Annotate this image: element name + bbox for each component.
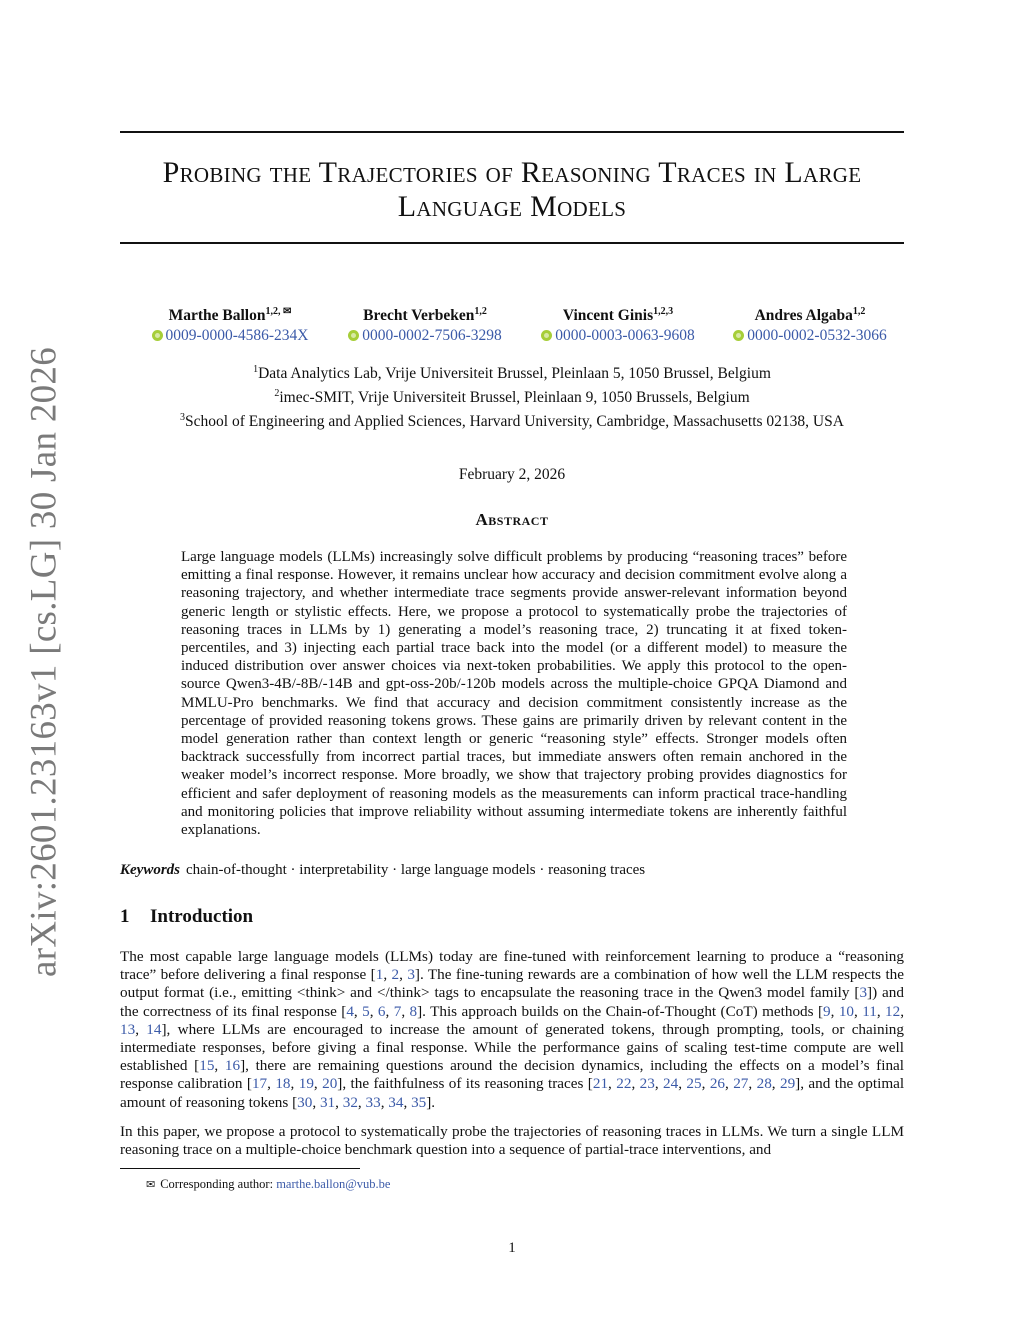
citation-link[interactable]: 8	[409, 1002, 418, 1020]
citation-link[interactable]: 3	[859, 984, 868, 1002]
footnote-label: Corresponding author:	[160, 1177, 274, 1191]
page-number: 1	[508, 1240, 516, 1256]
author-affil-sup: 1,2	[852, 306, 866, 317]
orcid-link[interactable]	[120, 326, 340, 346]
author-affil-sup: 1,2	[474, 306, 487, 317]
citation-link[interactable]: 13	[120, 1020, 136, 1038]
author-name: Brecht Verbeken	[363, 307, 475, 325]
citation-link[interactable]: 25	[686, 1075, 702, 1093]
footnote-rule	[120, 1168, 360, 1169]
affiliation-line: $^2$imec-SMIT, Vrije Universiteit Brussel, Pleinlaan 9, 1050 Brussels, Belgium	[274, 388, 750, 407]
orcid-icon	[733, 330, 744, 341]
section-title: Introduction	[150, 906, 254, 927]
citation-link[interactable]: 21	[592, 1075, 609, 1093]
affiliation-line: $^1$Data Analytics Lab, Vrije Universiteit Brussel, Pleinlaan 5, 1050 Brussel, Belgium	[253, 364, 771, 383]
citation-link[interactable]: 31	[319, 1093, 336, 1111]
citation-link[interactable]: 33	[365, 1093, 381, 1111]
envelope-icon: ✉	[146, 1179, 156, 1191]
intro-paragraph-2: In this paper, we propose a protocol to systematically probe the trajectories of reasoning traces in LLMs. We turn a single LLM reasoning trace on a multiple-choice benchmark question into a sequence of partial-trace interventions, and	[120, 1123, 904, 1159]
citation-link[interactable]: 28	[756, 1075, 772, 1093]
orcid-link[interactable]	[315, 326, 535, 346]
author-block	[508, 302, 728, 346]
orcid-link[interactable]	[508, 326, 728, 346]
affiliation-line: $^3$School of Engineering and Applied Sciences, Harvard University, Cambridge, Massachusetts 02138, USA	[180, 412, 844, 431]
citation-link[interactable]: 14	[146, 1020, 162, 1038]
citation-link[interactable]: 15	[199, 1057, 215, 1075]
citation-link[interactable]: 12	[885, 1002, 901, 1020]
keywords	[120, 860, 904, 880]
abstract-text: Large language models (LLMs) increasingly solve difficult problems by producing “reasoning traces” before emitting a final response. However, it remains unclear how accuracy and decision commitment evolve along a reasoning trajectory, and whether intermediate trace segments provide answer-relevant information beyond generic length or stylistic effects. Here, we propose a protocol to systematically probe the trajectories of reasoning traces in LLMs by 1) generating a model’s reasoning trace, 2) truncating it at fixed token-percentiles, and 3) injecting each partial trace back into the model (or a different model) to measure the induced distribution over answer choices via next-token probabilities. We apply this protocol to the open-source Qwen3-4B/-8B/-14B and gpt-oss-20b/-120b models across the multiple-choice GPQA Diamond and MMLU-Pro benchmarks. We find that accuracy and decision commitment consistently increase as the percentage of provided reasoning tokens grows. These gains are primarily driven by relevant content in the model generation rather than context length or generic “reasoning style” effects. Stronger models often backtrack successfully from incorrect partial traces, but immediate answers often remain anchored in the weaker model’s incorrect response. More broadly, we show that trajectory probing provides diagnostics for efficient and safer deployment of reasoning models as the measurements can inform practical trace-handling and monitoring policies that improve reliability without assuming intermediate tokens are inherently faithful explanations.	[181, 549, 847, 839]
title-line-2: Language Models	[397, 190, 627, 223]
citation-link[interactable]: 34	[388, 1093, 404, 1111]
abstract-heading: Abstract	[475, 510, 549, 529]
author-email-link[interactable]: marthe.ballon@vub.be	[276, 1177, 391, 1191]
paper-title	[120, 156, 904, 224]
citation-link[interactable]: 10	[838, 1002, 854, 1020]
citation-link[interactable]: 27	[733, 1075, 749, 1093]
orcid-id: 0000-0002-0532-3066	[747, 327, 887, 345]
author-affil-sup: 1,2, ✉	[265, 306, 292, 317]
author-name: Vincent Ginis	[562, 307, 654, 325]
citation-link[interactable]: 16	[224, 1057, 241, 1075]
citation-link[interactable]: 2	[391, 966, 400, 984]
citation-link[interactable]: 29	[779, 1075, 796, 1093]
intro-paragraph-1: The most capable large language models (LLMs) today are fine-tuned with reinforcement learning to produce a “reasoning trace” before delivering a final response [1, 2, 3]. The fine-tuning rewards are a combination of how well the LLM respects the output format (i.e., emitting <think> and </think> tags to encapsulate the reasoning trace in the Qwen3 model family [3]) and the correctness of its final response [4, 5, 6, 7, 8]. This approach builds on the Chain-of-Thought (CoT) methods [9, 10, 11, 12, 13, 14], where LLMs are encouraged to increase the amount of generated tokens, through prompting, tools, or chaining intermediate responses, before giving a final response. While the performance gains of scaling test-time compute are well established [15, 16], there are remaining questions around the decision dynamics, including the effects on a model’s final response calibration [17, 18, 19, 20], the faithfulness of its reasoning traces [21, 22, 23, 24, 25, 26, 27, 28, 29], and the optimal amount of reasoning tokens [30, 31, 32, 33, 34, 35].	[120, 948, 905, 1111]
arxiv-stamp: arXiv:2601.23163v1 [cs.LG] 30 Jan 2026	[23, 346, 65, 978]
citation-link[interactable]: 19	[298, 1075, 314, 1093]
citation-link[interactable]: 23	[639, 1075, 655, 1093]
author-block	[120, 302, 340, 346]
citation-link[interactable]: 7	[393, 1002, 402, 1020]
citation-link[interactable]: 26	[709, 1075, 725, 1093]
citation-link[interactable]: 6	[377, 1002, 386, 1020]
citation-link[interactable]: 22	[616, 1075, 632, 1093]
citation-link[interactable]: 32	[342, 1093, 358, 1111]
author-block	[315, 302, 535, 346]
orcid-icon	[541, 330, 552, 341]
section-heading-introduction	[120, 906, 253, 928]
orcid-icon	[348, 330, 359, 341]
citation-link[interactable]: 9	[823, 1002, 831, 1020]
citation-link[interactable]: 1	[375, 966, 384, 984]
affiliations	[0, 360, 1024, 432]
orcid-icon	[152, 330, 163, 341]
footnote	[146, 1176, 390, 1193]
author-name: Andres Algaba	[754, 307, 853, 325]
title-top-rule	[120, 131, 904, 133]
citation-link[interactable]: 24	[663, 1075, 679, 1093]
orcid-id: 0000-0002-7506-3298	[362, 327, 502, 345]
keywords-label: Keywords	[120, 862, 180, 878]
orcid-id: 0000-0003-0063-9608	[555, 327, 695, 345]
citation-link[interactable]: 11	[862, 1002, 877, 1020]
author-name: Marthe Ballon	[168, 307, 266, 325]
citation-link[interactable]: 17	[251, 1075, 268, 1093]
author-block	[700, 302, 920, 346]
citation-link[interactable]: 3	[407, 966, 415, 984]
keywords-list: chain-of-thought · interpretability · large language models · reasoning traces	[186, 862, 646, 878]
citation-link[interactable]: 35	[411, 1093, 427, 1111]
citation-link[interactable]: 20	[322, 1075, 338, 1093]
title-line-1: Probing the Trajectories of Reasoning Traces in Large	[162, 156, 862, 189]
orcid-id: 0009-0000-4586-234X	[165, 327, 309, 345]
section-number: 1	[120, 906, 130, 927]
citation-link[interactable]: 30	[297, 1093, 313, 1111]
citation-link[interactable]: 4	[346, 1002, 354, 1020]
orcid-link[interactable]	[700, 326, 920, 346]
citation-link[interactable]: 18	[275, 1075, 291, 1093]
citation-link[interactable]: 5	[362, 1002, 370, 1020]
author-affil-sup: 1,2,3	[653, 306, 674, 317]
title-bottom-rule	[120, 242, 904, 244]
paper-date: February 2, 2026	[458, 466, 566, 483]
